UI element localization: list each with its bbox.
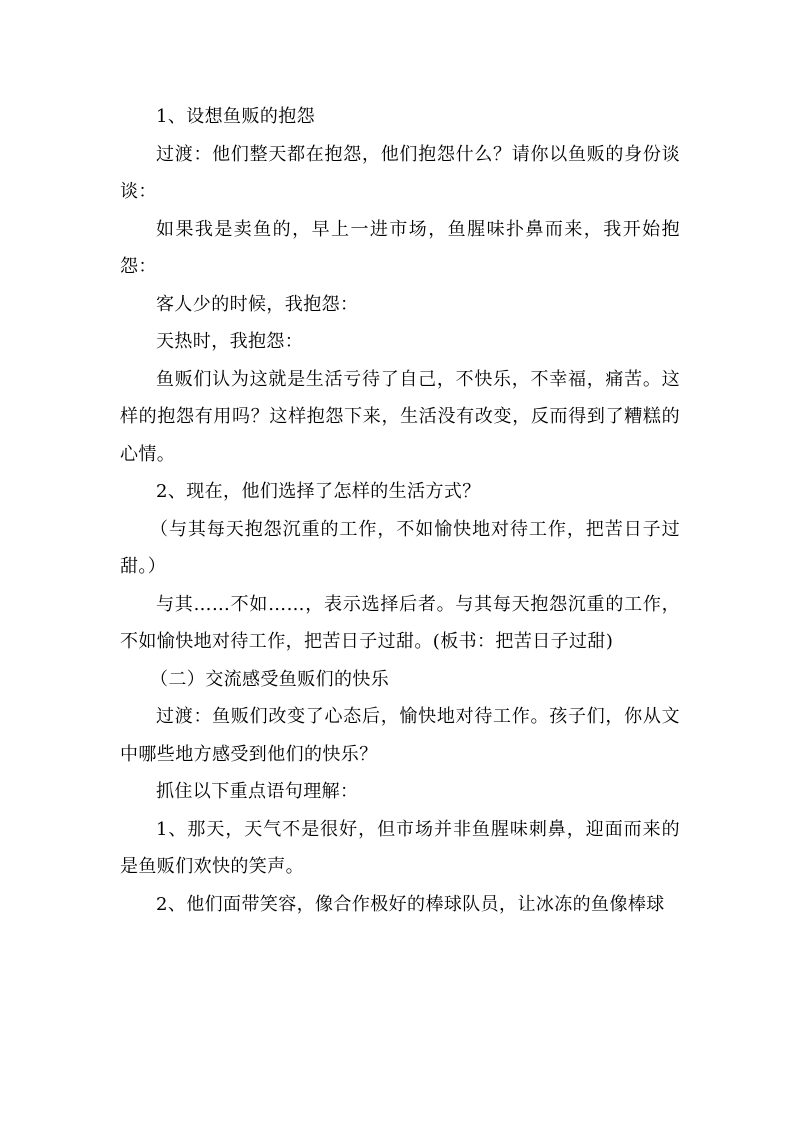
paragraph-hot-weather: 天热时，我抱怨：: [156, 331, 304, 352]
paragraph-if-i-sold-fish: 如果我是卖鱼的，早上一进市场，鱼腥味扑鼻而来，我开始抱怨：: [120, 218, 680, 277]
paragraph-choose-latter: 与其……不如……，表示选择后者。与其每天抱怨沉重的工作，不如愉快地对待工作，把苦日子过甜。(板书：把苦日子过甜): [120, 593, 680, 652]
heading-share-happiness: （二）交流感受鱼贩们的快乐: [150, 668, 390, 690]
paragraph-rather-than-complain: （与其每天抱怨沉重的工作，不如愉快地对待工作，把苦日子过甜。）: [120, 518, 680, 577]
paragraph-transition-complaints: 过渡：他们整天都在抱怨，他们抱怨什么？请你以鱼贩的身份谈谈：: [120, 143, 680, 202]
heading-fish-seller-complaints: 1、设想鱼贩的抱怨: [156, 106, 316, 127]
heading-lifestyle-choice: 2、现在，他们选择了怎样的生活方式？: [156, 481, 481, 502]
paragraph-transition-happiness: 过渡：鱼贩们改变了心态后，愉快地对待工作。孩子们，你从文中哪些地方感受到他们的快乐？: [120, 706, 680, 765]
document-body: [120, 98, 680, 923]
paragraph-key-sentences: 抓住以下重点语句理解：: [156, 781, 359, 802]
paragraph-life-mistreated: 鱼贩们认为这就是生活亏待了自己，不快乐，不幸福，痛苦。这样的抱怨有用吗？这样抱怨下来，生活没有改变，反而得到了糟糕的心情。: [120, 368, 680, 465]
paragraph-sentence-two: 2、他们面带笑容，像合作极好的棒球队员，让冰冻的鱼像棒球: [156, 893, 665, 915]
paragraph-few-customers: 客人少的时候，我抱怨：: [156, 293, 359, 315]
paragraph-sentence-one: 1、那天，天气不是很好，但市场并非鱼腥味刺鼻，迎面而来的是鱼贩们欢快的笑声。: [120, 818, 680, 877]
